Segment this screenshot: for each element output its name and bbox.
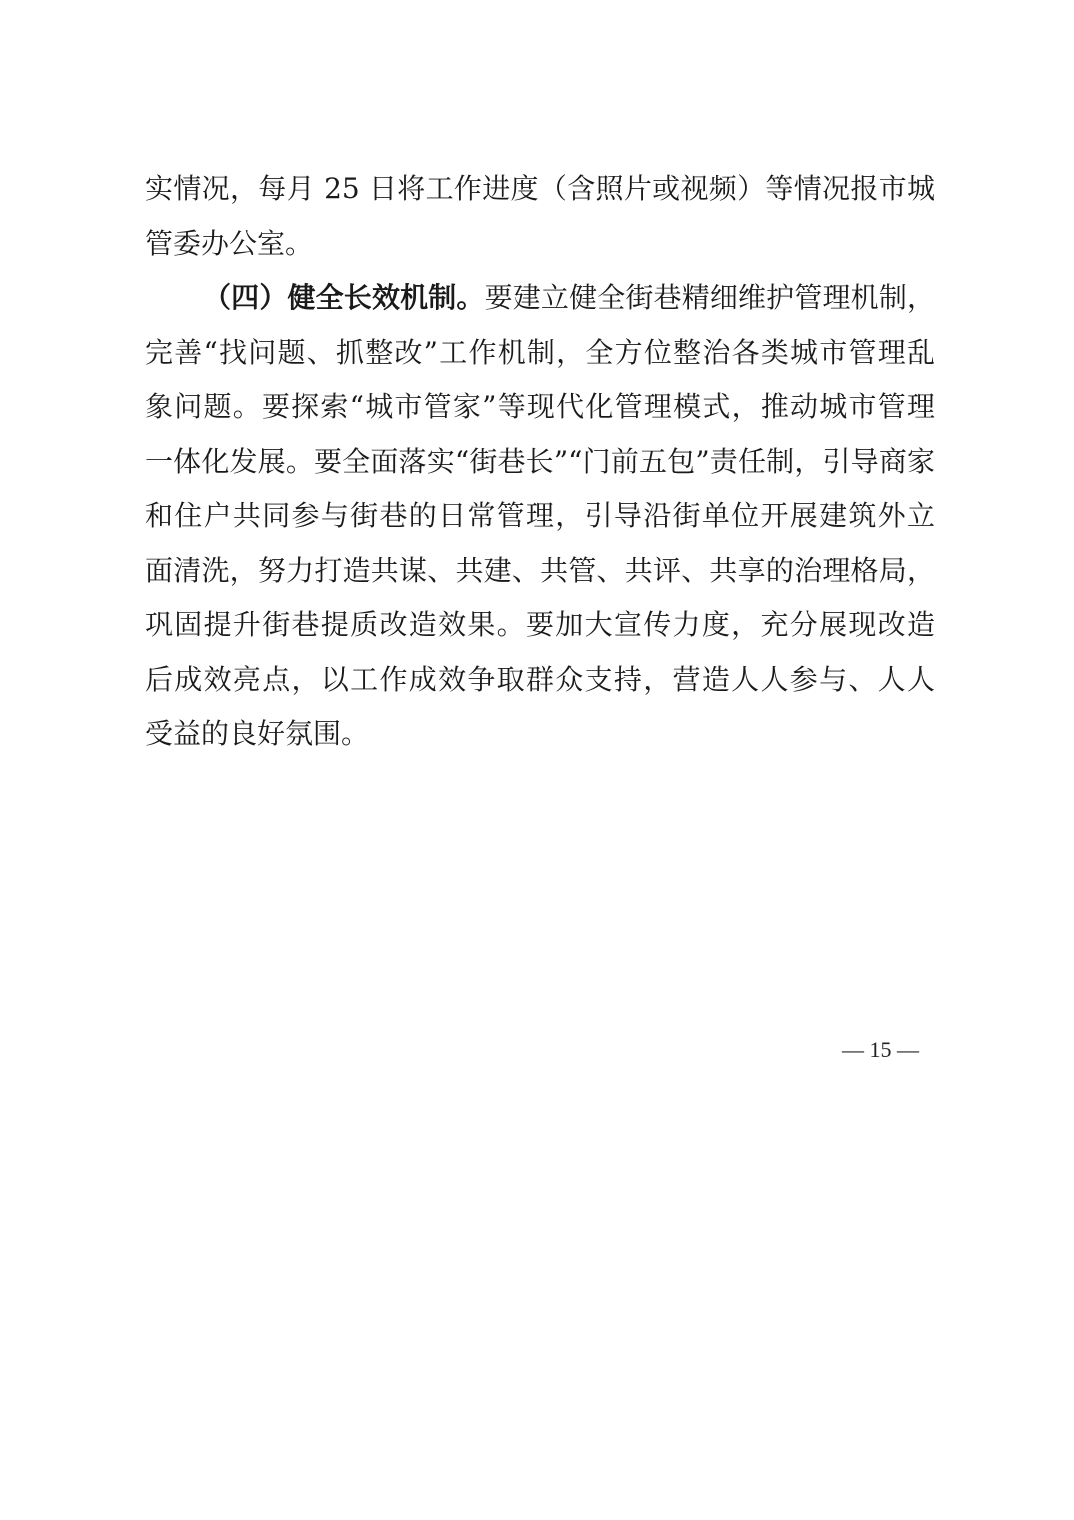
text-line: 管委办公室。 xyxy=(145,226,314,260)
text-line: 面清洗，努力打造共谋、共建、共管、共评、共享的治理格局， xyxy=(145,553,935,587)
page-number: — 15 — xyxy=(842,1037,919,1062)
text-line: 和住户共同参与街巷的日常管理，引导沿街单位开展建筑外立 xyxy=(145,499,935,532)
text-line: 后成效亮点，以工作成效争取群众支持，营造人人参与、人人 xyxy=(145,662,935,696)
section-heading: （四）健全长效机制。 xyxy=(203,281,485,314)
text-line: 要建立健全街巷精细维护管理机制， xyxy=(484,281,935,314)
text-line: 受益的良好氛围。 xyxy=(145,717,370,750)
text-line: 巩固提升街巷提质改造效果。要加大宣传力度，充分展现改造 xyxy=(145,608,935,641)
text-line: 象问题。要探索“城市管家”等现代化管理模式，推动城市管理 xyxy=(145,390,935,423)
text-line: 实情况，每月 25 日将工作进度（含照片或视频）等情况报市城 xyxy=(145,172,935,205)
text-line: 完善“找问题、抓整改”工作机制，全方位整治各类城市管理乱 xyxy=(145,335,935,369)
body-text xyxy=(145,162,935,762)
section-paragraph-start xyxy=(145,271,935,326)
text-line: 一体化发展。要全面落实“街巷长”“门前五包”责任制，引导商家 xyxy=(145,444,935,478)
